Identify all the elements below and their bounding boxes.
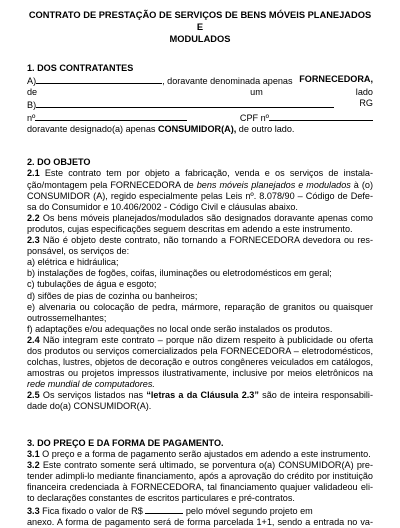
contratante-b-line: B) RG — [27, 98, 373, 111]
name-field-a — [36, 74, 162, 84]
contract-page: CONTRATO DE PRESTAÇÃO DE SERVIÇOS DE BENS MÓVEIS PLANEJADOS E MODULADOS 1. DOS CONTRATANTES A) , doravante denominada apenas FORNECEDORA, de um lado B) RG nº CPF nº doravante designado(a) apenas CONSUMIDOR(A), de outro lado. 2. DO OBJETO 2.1 Este contrato tem por objeto a fabricação, venda e os serviços de instala- ção/montagem pela FORNECEDORA de bens móveis planejados e modulados à (o) CONSUMIDOR (A), regido especialmente pelas Leis nº. 8.078/90 – Código de Defe- sa do Consumidor e 10.406/2002 - Código Civil e cláusulas abaixo. 2.2 Os bens móveis planejados/modulados são designados doravante apenas como produtos, cujas especificações seguem descritas em adendo a este instrumento. 2.3 Não é objeto deste contrato, não tornando a FORNECEDORA devedora ou res- ponsável, os serviços de: a) elétrica e hidráulica; b) instalações de fogões, coifas, iluminações ou eletrodomésticos em geral; c) tubulações de água e esgoto; d) sifões de pias de cozinha ou banheiros; e) alvenaria ou colocação de pedra, mármore, reparação de granitos ou quaisquer outrossemelhantes; f) adaptações e/ou adequações no local onde serão instalados os produtos. 2.4 Não integram este contrato – porque não dizem respeito à publicidade ou oferta dos produtos ou serviços comercializados pela FORNECEDORA – eletrodomésticos, colchas, lustres, objetos de decoração e outros congêneres veiculados em catálogos, amostras ou projetos impressos ilustrativamente, inclusive por meios eletrônicos na rede mundial de computadores. 2.5 Os serviços listados nas “letras a da Cláusula 2.3” são de inteira responsabili- dade do(a) CONSUMIDOR(A). 3. DO PREÇO E DA FORMA DE PAGAMENTO. 3.1 O preço e a forma de pagamento serão ajustados em adendo a este instrumento. 3.2 Este contrato somente será ultimado, se porventura o(a) CONSUMIDOR(A) pre- tender adimpli-lo mediante financiamento, após a aprovação do crédito por instituição financeira credenciada à FORNECEDORA, tal financiamento quajuer validadeou eli- to declarações constantes de escritos particulares e pré-contratos. 3.3 Fica fixado o valor de R$ pelo móvel segundo projeto em anexo. A forma de pagamento será de forma parcelada 1+1, sendo a entrada no va- — [27, 10, 373, 528]
consumidor-line: doravante designado(a) apenas CONSUMIDOR(A), de outro lado. — [27, 124, 295, 135]
list-item: e) alvenaria ou colocação de pedra, mármore, reparação de granitos ou quaisquer — [27, 301, 373, 312]
clause-2-2: 2.2 Os bens móveis planejados/modulados são designados doravante apenas como — [27, 212, 373, 223]
list-item: c) tubulações de água e esgoto; — [27, 279, 157, 290]
section-3-heading: 3. DO PREÇO E DA FORMA DE PAGAMENTO. — [27, 437, 224, 448]
section-2-heading: 2. DO OBJETO — [27, 157, 91, 168]
clause-3-3: 3.3 Fica fixado o valor de R$ pelo móvel segundo projeto em — [27, 506, 313, 516]
document-title — [27, 9, 373, 45]
value-field — [145, 504, 183, 514]
clause-2-1: 2.1 Este contrato tem por objeto a fabricação, venda e os serviços de instala- — [27, 168, 373, 179]
list-item: f) adaptações e/ou adequações no local onde serão instalados os produtos. — [27, 323, 333, 334]
clause-3-2: 3.2 Este contrato somente será ultimado, se porventura o(a) CONSUMIDOR(A) pre- — [27, 459, 373, 470]
list-item: a) elétrica e hidráulica; — [27, 257, 119, 268]
clause-2-5: 2.5 Os serviços listados nas “letras a da Cláusula 2.3” são de inteira responsabili- — [27, 390, 373, 401]
clause-2-3: 2.3 Não é objeto deste contrato, não tornando a FORNECEDORA devedora ou res- — [27, 235, 373, 246]
clause-2-4: 2.4 Não integram este contrato – porque não dizem respeito à publicidade ou oferta — [27, 334, 373, 345]
name-field-b — [36, 98, 334, 108]
list-item: d) sifões de pias de cozinha ou banheiros; — [27, 290, 198, 301]
rg-field — [35, 111, 187, 121]
list-item: outrossemelhantes; — [27, 312, 107, 323]
fornecedora-label: FORNECEDORA, — [299, 74, 373, 84]
title-line-2: MODULADOS — [169, 34, 231, 44]
cpf-field — [269, 111, 373, 121]
clause-3-1: 3.1 O preço e a forma de pagamento serão ajustados em adendo a este instrumento. — [27, 448, 371, 459]
contratante-a-line: A) , doravante denominada apenas FORNECEDORA, — [27, 74, 373, 86]
list-item: b) instalações de fogões, coifas, iluminações ou eletrodomésticos em geral; — [27, 268, 332, 279]
title-line-1: CONTRATO DE PRESTAÇÃO DE SERVIÇOS DE BENS MÓVEIS PLANEJADOS E — [28, 10, 372, 32]
section-1-heading: 1. DOS CONTRATANTES — [27, 63, 134, 73]
contratante-b-line-2: nº CPF nº — [27, 111, 373, 124]
contratante-a-line-2: de um lado — [27, 87, 373, 98]
